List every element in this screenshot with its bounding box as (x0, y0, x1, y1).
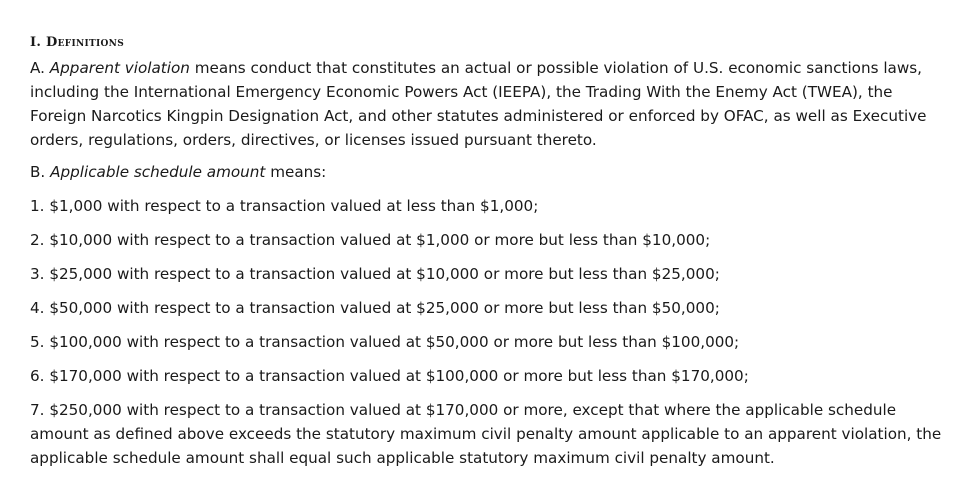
schedule-item-3: 3. $25,000 with respect to a transaction valued at $10,000 or more but less than $25,000; (30, 265, 720, 283)
definition-a-text: means conduct that constitutes an actual or possible violation of U.S. economic sanctions laws, including the International Emergency Economic Powers Act (IEEPA), the Trading With the Enemy Act (TWEA), the Foreign Narcotics Kingpin Designation Act, and other statutes administered or enforced by OFAC, as well as Executive orders, regulations, orders, directives, or licenses issued pursuant thereto. (30, 59, 927, 149)
definition-applicable-schedule-amount (30, 160, 950, 184)
section-title: Definitions (46, 35, 124, 50)
section-number: I. (30, 35, 42, 50)
definition-b-term: Applicable schedule amount (50, 163, 266, 181)
definition-apparent-violation (30, 56, 950, 152)
schedule-item-6: 6. $170,000 with respect to a transaction valued at $100,000 or more but less than $170,000; (30, 367, 749, 385)
definition-b-text: means: (265, 163, 327, 181)
definition-b-prefix: B. (30, 163, 51, 181)
section-heading (30, 34, 950, 52)
definition-a-prefix: A. (30, 59, 50, 77)
schedule-item-7: 7. $250,000 with respect to a transaction valued at $170,000 or more, except that where the applicable schedule amount as defined above exceeds the statutory maximum civil penalty amount applicable to an apparent violation, the applicable schedule amount shall equal such applicable statutory maximum civil penalty amount. (30, 401, 942, 467)
schedule-item-4: 4. $50,000 with respect to a transaction valued at $25,000 or more but less than $50,000; (30, 299, 720, 317)
definition-a-term: Apparent violation (49, 59, 190, 77)
schedule-item-5: 5. $100,000 with respect to a transaction valued at $50,000 or more but less than $100,000; (30, 333, 740, 351)
schedule-item-1: 1. $1,000 with respect to a transaction valued at less than $1,000; (30, 197, 539, 215)
schedule-item-2: 2. $10,000 with respect to a transaction valued at $1,000 or more but less than $10,000; (30, 231, 711, 249)
schedule-list (30, 194, 950, 470)
